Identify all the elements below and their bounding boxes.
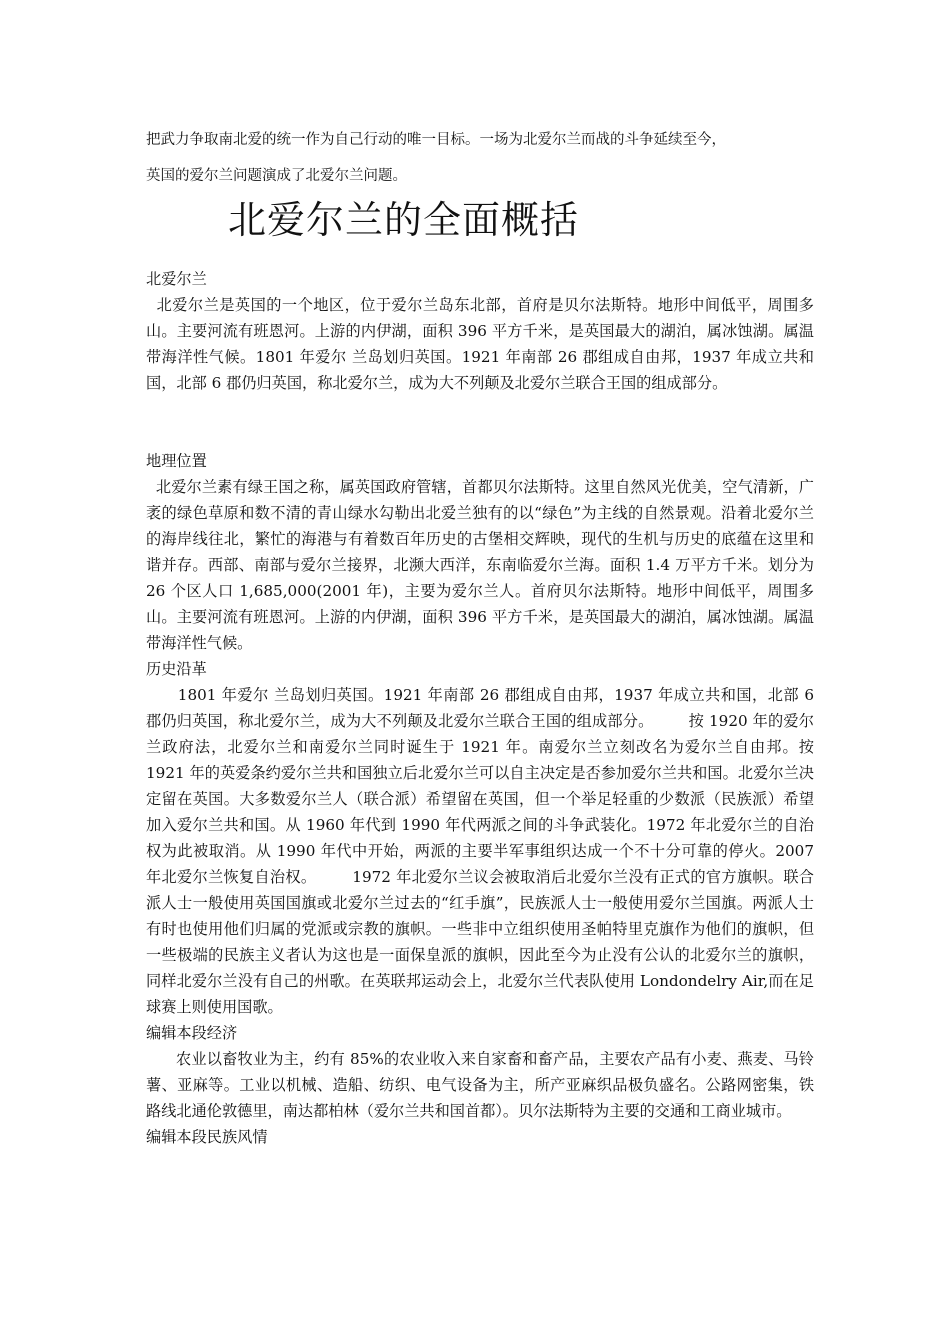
- section-heading-economy: 编辑本段经济: [146, 1024, 238, 1042]
- section-text-history: 1801 年爱尔 兰岛划归英国。1921 年南部 26 郡组成自由邦，1937 年成立共和国，北部 6 郡仍归英国，称北爱尔兰，成为大不列颠及北爱尔兰联合王国的组成部分。 按 1920 年的爱尔兰政府法，北爱尔兰和南爱尔兰同时诞生于 1921 年。南爱尔兰立刻改名为爱尔兰自由邦。按 1921 年的英爱条约爱尔兰共和国独立后北爱尔兰可以自主决定是否参加爱尔兰共和国。北爱尔兰决定留在英国。大多数爱尔兰人（联合派）希望留在英国，但一个举足轻重的少数派（民族派）希望加入爱尔兰共和国。从 1960 年代到 1990 年代两派之间的斗争武装化。1972 年北爱尔兰的自治权为此被取消。从 1990 年代中开始，两派的主要半军事组织达成一个不十分可靠的停火。2007 年北爱尔兰恢复自治权。 1972 年北爱尔兰议会被取消后北爱尔兰没有正式的官方旗帜。联合派人士一般使用英国国旗或北爱尔兰过去的“红手旗”，民族派人士一般使用爱尔兰国旗。两派人士有时也使用他们归属的党派或宗教的旗帜。一些非中立组织使用圣帕特里克旗作为他们的旗帜，但一些极端的民族主义者认为这也是一面保皇派的旗帜，因此至今为止没有公认的北爱尔兰的旗帜，同样北爱尔兰没有自己的州歌。在英联邦运动会上，北爱尔兰代表队使用 Londondelry Air,而在足球赛上则使用国歌。: [146, 686, 814, 1016]
- section-text-overview: 北爱尔兰是英国的一个地区，位于爱尔兰岛东北部，首府是贝尔法斯特。地形中间低平，周围多山。主要河流有班恩河。上游的内伊湖，面积 396 平方千米，是英国最大的湖泊，属冰蚀湖。属温带海洋性气候。1801 年爱尔 兰岛划归英国。1921 年南部 26 郡组成自由邦，1937 年成立共和国，北部 6 郡仍归英国，称北爱尔兰，成为大不列颠及北爱尔兰联合王国的组成部分。: [146, 296, 814, 392]
- intro-paragraph: [146, 122, 816, 194]
- section-heading-overview: 北爱尔兰: [146, 270, 207, 288]
- section-spacer: [146, 396, 814, 448]
- section-text-economy: 农业以畜牧业为主，约有 85%的农业收入来自家畜和畜产品，主要农产品有小麦、燕麦、马铃薯、亚麻等。工业以机械、造船、纺织、电气设备为主，所产亚麻织品极负盛名。公路网密集，铁路线北通伦敦德里，南达都柏林（爱尔兰共和国首都）。贝尔法斯特为主要的交通和工商业城市。: [146, 1050, 814, 1120]
- intro-line-2: 英国的爱尔兰问题演成了北爱尔兰问题。: [146, 168, 407, 184]
- section-heading-customs: 编辑本段民族风情: [146, 1128, 268, 1146]
- intro-line-1: 把武力争取南北爱的统一作为自己行动的唯一目标。一场为北爱尔兰而战的斗争延续至今，: [146, 132, 726, 148]
- section-text-geography: 北爱尔兰素有绿王国之称，属英国政府管辖，首都贝尔法斯特。这里自然风光优美，空气清新，广袤的绿色草原和数不清的青山绿水勾勒出北爱兰独有的以“绿色”为主线的自然景观。沿着北爱尔兰的海岸线往北，繁忙的海港与有着数百年历史的古堡相交辉映，现代的生机与历史的底蕴在这里和谐并存。西部、南部与爱尔兰接界，北濒大西洋，东南临爱尔兰海。面积 1.4 万平方千米。划分为 26 个区人口 1,685,000(2001 年)，主要为爱尔兰人。首府贝尔法斯特。地形中间低平，周围多山。主要河流有班恩河。上游的内伊湖，面积 396 平方千米，是英国最大的湖泊，属冰蚀湖。属温带海洋性气候。: [146, 478, 814, 652]
- section-heading-geography: 地理位置: [146, 452, 207, 470]
- document-body: [146, 266, 814, 1150]
- section-heading-history: 历史沿革: [146, 660, 207, 678]
- page-title: 北爱尔兰的全面概括: [228, 198, 580, 242]
